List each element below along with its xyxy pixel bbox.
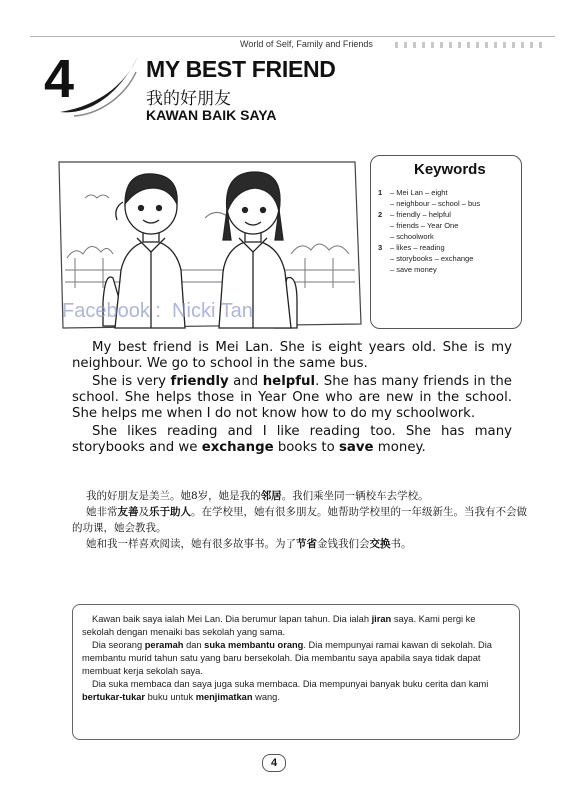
english-paragraph-2: She is very friendly and helpful. She has many friends in the school. She helps those in Year One who are new in the school. She helps me when I do not know how to do my schoolwork. (72, 374, 512, 421)
keyword-line: – likes – reading (390, 243, 445, 252)
chinese-passage (72, 488, 528, 552)
keywords-title: Keywords (414, 161, 486, 178)
keyword-line: – friends – Year One (390, 221, 459, 230)
keyword-line: – Mei Lan – eight (390, 188, 448, 197)
chinese-paragraph-1: 我的好朋友是美兰。她8岁，她是我的邻居。我们乘坐同一辆校车去学校。 (86, 490, 429, 502)
english-paragraph-3: She likes reading and I like reading too. She has many storybooks and we exchange books to save money. (72, 424, 512, 455)
title-chinese: 我的好朋友 (146, 89, 231, 109)
keyword-line: – neighbour – school – bus (390, 199, 481, 208)
keyword-line: – schoolwork (390, 232, 434, 241)
header-dots-decoration (395, 42, 545, 48)
keyword-group-number: 1 (378, 188, 383, 197)
page-number: 4 (262, 754, 286, 772)
malay-paragraph-1: Kawan baik saya ialah Mei Lan. Dia berumur lapan tahun. Dia ialah jiran saya. Kami pergi ke sekolah dengan menaiki bas sekolah yang sama. (82, 614, 476, 637)
title-malay: KAWAN BAIK SAYA (146, 107, 277, 123)
malay-paragraph-2: Dia seorang peramah dan suka membantu orang. Dia mempunyai ramai kawan di sekolah. Dia membantu murid tahun satu yang baru bersekolah. Dia membantu saya apabila saya tidak dapat membuat kerja sekolah saya. (82, 640, 492, 676)
keyword-line: – storybooks – exchange (390, 254, 474, 263)
facebook-watermark: Facebook : Nicki Tan (62, 300, 253, 322)
theme-label: World of Self, Family and Friends (240, 39, 373, 49)
keywords-box (370, 155, 522, 329)
english-paragraph-1: My best friend is Mei Lan. She is eight years old. She is my neighbour. We go to school in the same bus. (72, 340, 512, 371)
malay-passage (82, 613, 510, 704)
header-rule (30, 36, 555, 37)
keyword-group-number: 3 (378, 243, 383, 252)
keyword-line: – friendly – helpful (390, 210, 451, 219)
keyword-group-number: 2 (378, 210, 383, 219)
chapter-number: 4 (44, 49, 75, 109)
malay-paragraph-3: Dia suka membaca dan saya juga suka membaca. Dia mempunyai banyak buku cerita dan kami bertukar-tukar buku untuk menjimatkan wang. (82, 679, 489, 702)
chinese-paragraph-3: 她和我一样喜欢阅读，她有很多故事书。为了节省金钱我们会交换书。 (86, 538, 412, 550)
page-title: MY BEST FRIEND (146, 56, 336, 82)
keyword-line: – save money (390, 265, 437, 274)
english-passage (72, 340, 512, 458)
chinese-paragraph-2: 她非常友善及乐于助人。在学校里，她有很多朋友。她帮助学校里的一年级新生。当我有不会做的功课，她会教我。 (72, 506, 527, 534)
